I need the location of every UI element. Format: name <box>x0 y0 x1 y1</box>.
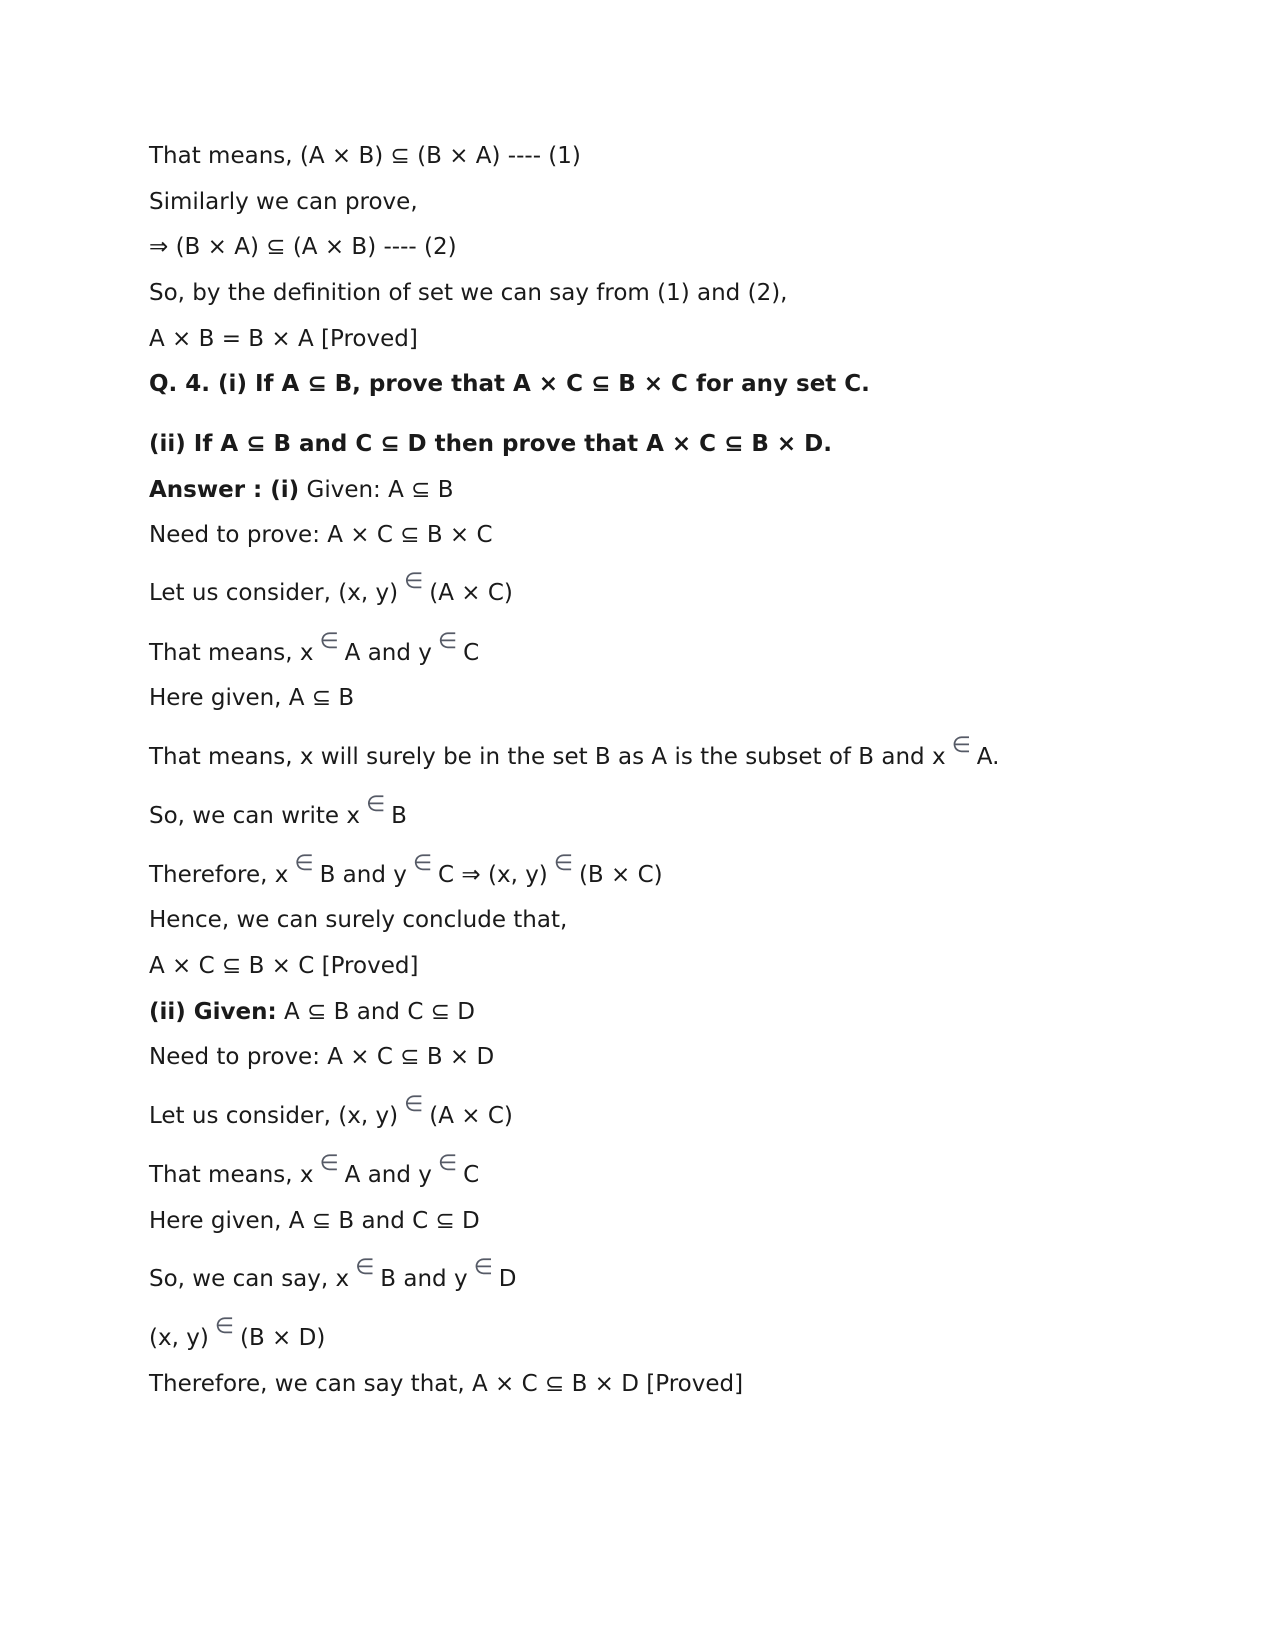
element-of-symbol: ∈ <box>319 629 339 654</box>
text: ⇒ (B × A) ⊆ (A × B) ---- (2) <box>149 234 457 260</box>
text: D <box>498 1266 517 1292</box>
proof-line <box>149 1042 494 1072</box>
text: B <box>391 803 407 829</box>
element-of-symbol: ∈ <box>437 629 458 654</box>
answer-label: (ii) Given: <box>149 999 277 1025</box>
text: That means, (A × B) ⊆ (B × A) ---- (1) <box>149 143 581 169</box>
text: A. <box>976 744 1000 770</box>
text: A × B = B × A [Proved] <box>149 326 418 352</box>
answer-line <box>149 997 475 1027</box>
text: Similarly we can prove, <box>149 189 418 215</box>
text: A × C ⊆ B × C [Proved] <box>149 953 419 979</box>
text: B and y <box>380 1266 468 1292</box>
text: C <box>463 640 480 666</box>
proof-line <box>149 1092 513 1131</box>
proof-line <box>149 1369 743 1399</box>
text: A and y <box>344 1162 432 1188</box>
element-of-symbol: ∈ <box>473 1255 493 1280</box>
element-of-symbol: ∈ <box>404 569 424 594</box>
element-of-symbol: ∈ <box>214 1314 234 1339</box>
text: (A × C) <box>429 580 513 606</box>
text: That means, x will surely be in the set B as A is the subset of B and x <box>149 744 946 770</box>
text: So, we can write x <box>149 803 360 829</box>
element-of-symbol: ∈ <box>294 851 314 876</box>
element-of-symbol: ∈ <box>553 851 573 876</box>
element-of-symbol: ∈ <box>412 851 433 876</box>
text: C <box>463 1162 480 1188</box>
text: So, by the definition of set we can say from (1) and (2), <box>149 280 788 306</box>
text: C ⇒ (x, y) <box>438 862 548 888</box>
proof-line <box>149 232 457 262</box>
text: A ⊆ B and C ⊆ D <box>276 999 476 1025</box>
text: Therefore, we can say that, A × C ⊆ B × D [Proved] <box>149 1371 744 1397</box>
element-of-symbol: ∈ <box>365 792 386 817</box>
text: (A × C) <box>429 1103 513 1129</box>
text: (x, y) <box>149 1325 209 1351</box>
text: So, we can say, x <box>149 1266 350 1292</box>
element-of-symbol: ∈ <box>404 1092 424 1117</box>
proof-line <box>149 1206 480 1236</box>
text: Let us consider, (x, y) <box>149 1103 399 1129</box>
text: Need to prove: A × C ⊆ B × C <box>149 522 493 548</box>
proof-line <box>149 278 788 308</box>
text: (B × D) <box>239 1325 326 1351</box>
proof-line <box>149 683 354 713</box>
proof-line <box>149 792 407 831</box>
element-of-symbol: ∈ <box>437 1151 458 1176</box>
question-heading <box>149 369 870 399</box>
proof-line <box>149 951 418 981</box>
text: B and y <box>319 862 407 888</box>
text: Need to prove: A × C ⊆ B × D <box>149 1044 495 1070</box>
proof-line <box>149 905 567 935</box>
text: Here given, A ⊆ B <box>149 685 355 711</box>
proof-line <box>149 141 581 171</box>
proof-line <box>149 1314 326 1353</box>
proof-line <box>149 851 663 890</box>
text: Given: A ⊆ B <box>299 477 454 503</box>
answer-line <box>149 475 454 505</box>
text: That means, x <box>149 1162 314 1188</box>
proof-line <box>149 629 480 668</box>
proof-line <box>149 733 1000 772</box>
proof-line <box>149 1255 517 1294</box>
answer-label: Answer : (i) <box>149 477 300 503</box>
text: Therefore, x <box>149 862 289 888</box>
text: (B × C) <box>578 862 663 888</box>
proof-line <box>149 187 418 217</box>
text: Hence, we can surely conclude that, <box>149 907 568 933</box>
question-heading <box>149 429 832 459</box>
text: Here given, A ⊆ B and C ⊆ D <box>149 1208 480 1234</box>
proof-line <box>149 1151 480 1190</box>
element-of-symbol: ∈ <box>355 1255 375 1280</box>
question-text: (ii) If A ⊆ B and C ⊆ D then prove that A × C ⊆ B × D. <box>149 431 832 457</box>
proof-line <box>149 569 513 608</box>
proof-line <box>149 520 493 550</box>
element-of-symbol: ∈ <box>319 1151 339 1176</box>
proof-line <box>149 324 418 354</box>
text: A and y <box>344 640 432 666</box>
text: Let us consider, (x, y) <box>149 580 399 606</box>
element-of-symbol: ∈ <box>951 733 971 758</box>
question-text: Q. 4. (i) If A ⊆ B, prove that A × C ⊆ B × C for any set C. <box>149 371 870 397</box>
text: That means, x <box>149 640 314 666</box>
